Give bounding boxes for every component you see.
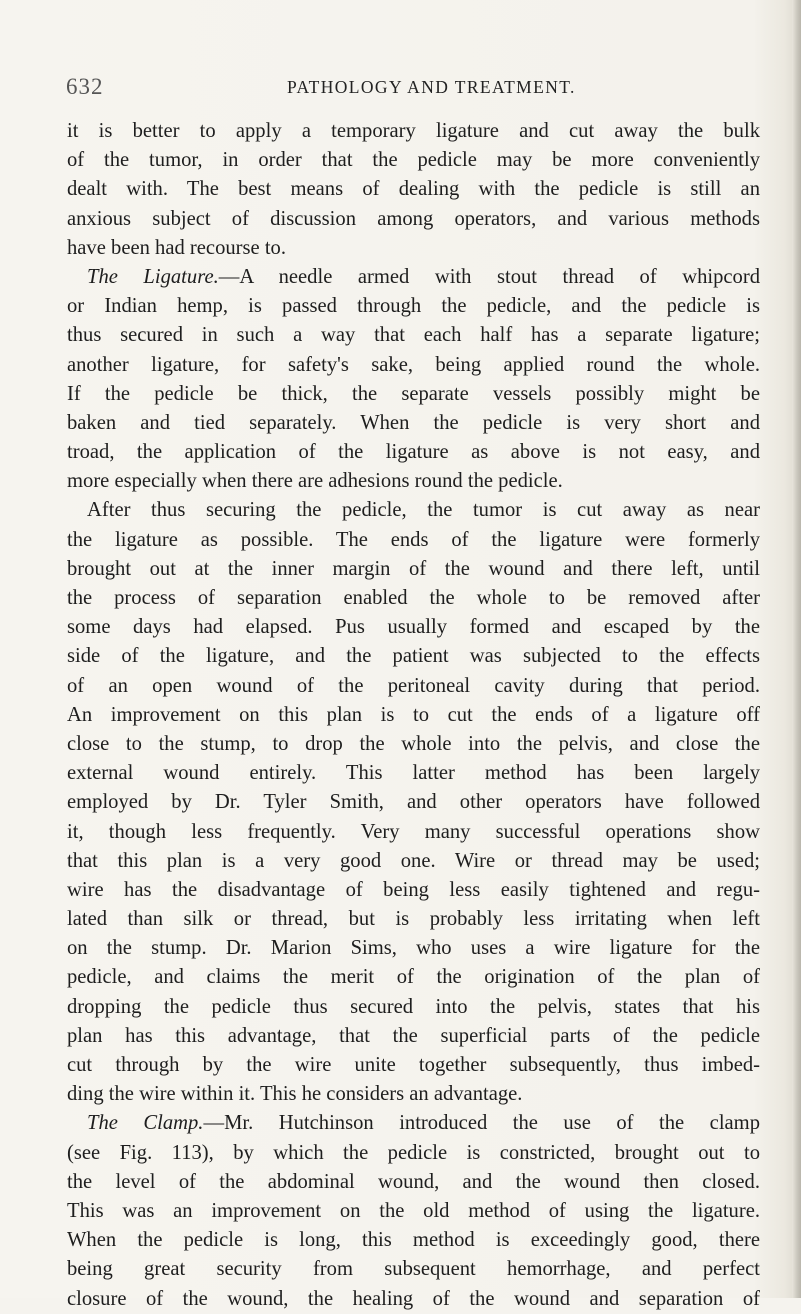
line-text: (see Fig. 113), by which the pedicle is constricted, brought out to (67, 1141, 760, 1164)
text-line (67, 321, 760, 350)
line-text: anxious subject of discussion among operators, and various methods (67, 207, 760, 230)
text-line (67, 234, 760, 263)
text-line (67, 730, 760, 759)
line-text: If the pedicle be thick, the separate vessels possibly might be (67, 382, 760, 405)
text-line (67, 205, 760, 234)
line-text: closure of the wound, the healing of the wound and separation of (67, 1287, 760, 1310)
text-line (67, 934, 760, 963)
text-line (67, 1051, 760, 1080)
line-text: of an open wound of the peritoneal cavity during that period. (67, 674, 760, 697)
line-text: dropping the pedicle thus secured into the pelvis, states that his (67, 995, 760, 1018)
text-line (67, 1197, 760, 1226)
line-text: it is better to apply a temporary ligature and cut away the bulk (67, 120, 760, 142)
text-line (67, 117, 760, 146)
section-heading: The Ligature. (87, 265, 219, 288)
text-line (67, 1285, 760, 1314)
line-text: thus secured in such a way that each half has a separate ligature; (67, 324, 760, 347)
page-header (0, 74, 801, 108)
line-text: of the tumor, in order that the pedicle may be more conveniently (67, 149, 760, 172)
text-line (67, 905, 760, 934)
text-line (67, 380, 760, 409)
text-line (67, 993, 760, 1022)
text-line (67, 818, 760, 847)
line-text: dealt with. The best means of dealing with the pedicle is still an (67, 178, 760, 201)
text-line (67, 555, 760, 584)
line-text: wire has the disadvantage of being less easily tightened and regu- (67, 878, 760, 901)
page-number: 632 (66, 74, 104, 99)
text-line (67, 672, 760, 701)
text-line (67, 1080, 760, 1109)
text-line (67, 701, 760, 730)
line-text: close to the stump, to drop the whole into the pelvis, and close the (67, 732, 760, 755)
text-line (67, 409, 760, 438)
text-line (67, 263, 760, 292)
line-text: the process of separation enabled the whole to be removed after (67, 587, 760, 609)
line-text: brought out at the inner margin of the wound and there left, until (67, 557, 760, 580)
line-text: ding the wire within it. This he considers an advantage. (67, 1083, 523, 1106)
running-head: PATHOLOGY AND TREATMENT. (287, 77, 576, 97)
page-edge-shadow (792, 0, 801, 1298)
line-text: side of the ligature, and the patient was subjected to the effects (67, 645, 760, 668)
line-text: —A needle armed with stout thread of whipcord (218, 265, 760, 288)
line-text: An improvement on this plan is to cut the ends of a ligature off (67, 703, 760, 726)
line-text: troad, the application of the ligature as above is not easy, and (67, 441, 760, 464)
text-line (67, 496, 760, 525)
line-text: external wound entirely. This latter method has been largely (67, 762, 760, 785)
line-text: have been had recourse to. (67, 236, 286, 259)
text-line (67, 438, 760, 467)
line-text: —Mr. Hutchinson introduced the use of the clamp (203, 1112, 760, 1135)
text-line (67, 963, 760, 992)
line-text: some days had elapsed. Pus usually formed and escaped by the (67, 616, 760, 639)
text-line (67, 613, 760, 642)
line-text: lated than silk or thread, but is probably less irritating when left (67, 908, 760, 931)
line-text: employed by Dr. Tyler Smith, and other operators have followed (67, 791, 760, 814)
body-text (67, 117, 760, 1314)
text-line (67, 1139, 760, 1168)
line-text: being great security from subsequent hemorrhage, and perfect (67, 1258, 760, 1281)
text-line (67, 1168, 760, 1197)
line-text: another ligature, for safety's sake, being applied round the whole. (67, 353, 760, 376)
section-heading: The Clamp. (87, 1112, 204, 1135)
text-line (67, 759, 760, 788)
line-text: the ligature as possible. The ends of the ligature were formerly (67, 528, 760, 551)
text-line (67, 351, 760, 380)
line-text: baken and tied separately. When the pedicle is very short and (67, 411, 760, 434)
text-line (67, 1022, 760, 1051)
line-text: the level of the abdominal wound, and the wound then closed. (67, 1170, 760, 1193)
text-line (67, 175, 760, 204)
line-text: cut through by the wire unite together subsequently, thus imbed- (67, 1054, 760, 1076)
text-line (67, 642, 760, 671)
line-text: This was an improvement on the old method of using the ligature. (67, 1199, 760, 1222)
text-line (67, 292, 760, 321)
line-text: plan has this advantage, that the superficial parts of the pedicle (67, 1024, 760, 1047)
text-line (67, 1255, 760, 1284)
line-text: more especially when there are adhesions round the pedicle. (67, 470, 563, 493)
text-line (67, 847, 760, 876)
text-line (67, 584, 760, 613)
line-text: it, though less frequently. Very many successful operations show (67, 820, 760, 843)
text-line (67, 1226, 760, 1255)
line-text: When the pedicle is long, this method is exceedingly good, there (67, 1229, 760, 1252)
text-line (67, 788, 760, 817)
line-text: After thus securing the pedicle, the tumor is cut away as near (87, 499, 760, 522)
line-text: or Indian hemp, is passed through the pedicle, and the pedicle is (67, 295, 760, 318)
line-text: that this plan is a very good one. Wire or thread may be used; (67, 849, 760, 872)
line-text: pedicle, and claims the merit of the origination of the plan of (67, 966, 760, 989)
text-line (67, 526, 760, 555)
text-line (67, 467, 760, 496)
text-line (67, 876, 760, 905)
text-line (67, 146, 760, 175)
line-text: on the stump. Dr. Marion Sims, who uses a wire ligature for the (67, 937, 760, 960)
text-line (67, 1109, 760, 1138)
